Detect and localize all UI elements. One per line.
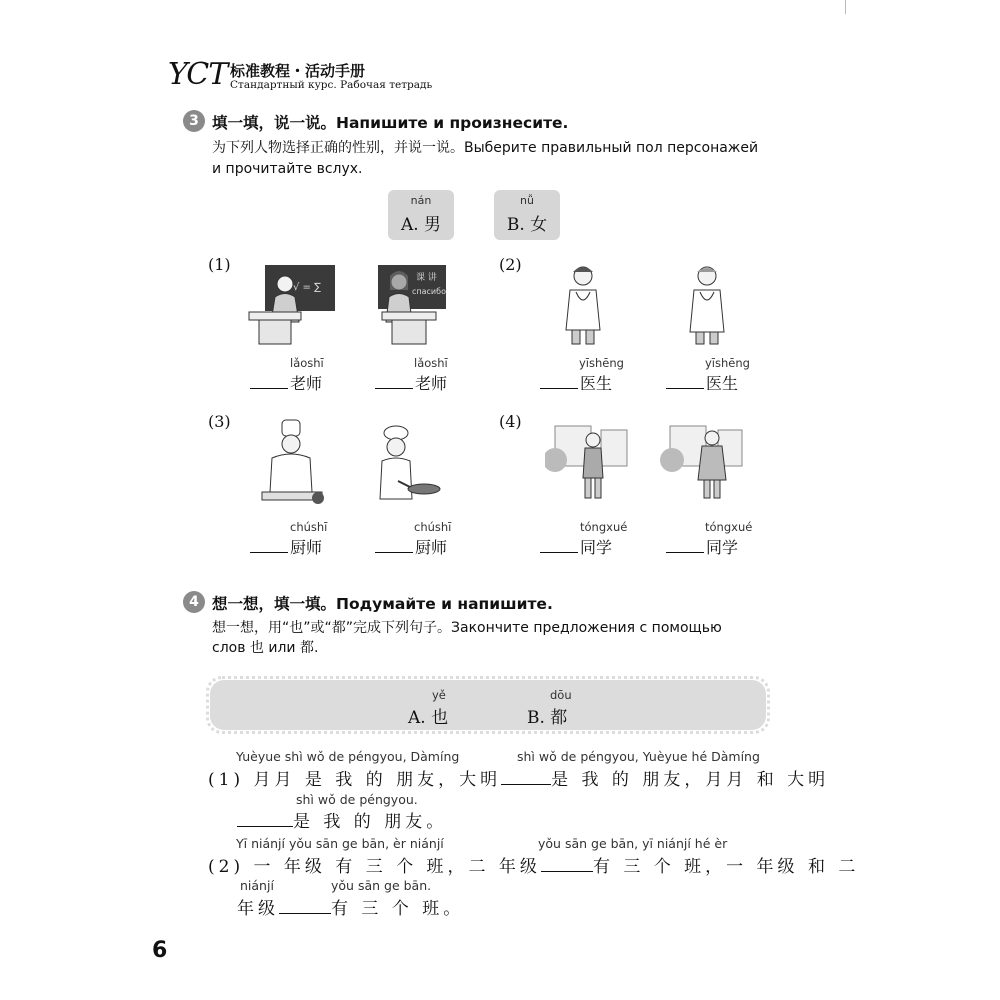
caption-1b-pinyin: lǎoshī (414, 356, 448, 370)
option-ye-label: A. 也 (408, 708, 449, 728)
question-3-number: (3) (208, 412, 231, 431)
exercise-4-title: 想一想，填一填。Подумайте и напишите. (212, 595, 553, 613)
caption-1a: 老师 (250, 371, 322, 394)
sentence-1-blank-1[interactable] (501, 784, 551, 785)
caption-2b-pinyin: yīshēng (705, 356, 750, 370)
sentence-1-line-1: (1) 月月 是 我 的 朋友，大明 是 我 的 朋友，月月 和 大明 (208, 770, 830, 790)
option-female-pinyin: nǚ (520, 194, 534, 207)
doctor-female-illustration (558, 262, 608, 347)
caption-4a: 同学 (540, 535, 612, 558)
exercise-4-instruction-line2: слов 也 или 都. (212, 640, 319, 656)
caption-2b: 医生 (666, 371, 738, 394)
answer-blank-1a[interactable] (250, 372, 288, 389)
caption-4b-pinyin: tóngxué (705, 520, 753, 534)
exercise-3-instruction-line1: 为下列人物选择正确的性别，并说一说。Выберите правильный пол персонажей (212, 140, 759, 156)
question-2-number: (2) (499, 255, 522, 274)
option-male-pinyin: nán (410, 194, 432, 207)
caption-3a: 厨师 (250, 535, 322, 558)
answer-blank-3a[interactable] (250, 536, 288, 553)
question-4-number: (4) (499, 412, 522, 431)
option-ye-pinyin: yě (432, 688, 446, 702)
blackboard-2-top: 课 讲 (416, 273, 437, 283)
option-female-label: B. 女 (506, 215, 548, 235)
answer-blank-2b[interactable] (666, 372, 704, 389)
classmate-girl-2-illustration (660, 420, 745, 510)
sentence-2-blank-2[interactable] (279, 913, 331, 914)
sentence-1-blank-2[interactable] (237, 826, 293, 827)
answer-blank-2a[interactable] (540, 372, 578, 389)
classmate-girl-1-illustration (545, 420, 630, 510)
sentence-2-pinyin-b: yǒu sān ge bān, yī niánjí hé èr (538, 836, 728, 851)
yct-logo: YCT (168, 57, 228, 92)
caption-3a-pinyin: chúshī (290, 520, 328, 534)
caption-1b: 老师 (375, 371, 447, 394)
option-card-female (494, 190, 560, 240)
caption-3b-pinyin: chúshī (414, 520, 452, 534)
exercise-4-instruction-line1: 想一想，用“也”或“都”完成下列句子。Закончите предложения с помощью (212, 620, 722, 636)
sentence-1-pinyin-2: shì wǒ de péngyou. (296, 792, 418, 807)
option-dou-pinyin: dōu (550, 688, 572, 702)
answer-blank-3b[interactable] (375, 536, 413, 553)
page-edge-mark (845, 0, 846, 14)
option-male-label: A. 男 (400, 215, 442, 235)
sentence-2-pinyin-a: Yī niánjí yǒu sān ge bān, èr niánjí (236, 836, 444, 851)
caption-2a-pinyin: yīshēng (579, 356, 624, 370)
caption-1a-pinyin: lǎoshī (290, 356, 324, 370)
sentence-1-pinyin-a: Yuèyue shì wǒ de péngyou, Dàmíng (236, 749, 460, 764)
chef-female-illustration (376, 425, 446, 510)
caption-4a-pinyin: tóngxué (580, 520, 628, 534)
doctor-male-illustration (682, 262, 732, 347)
teacher-female-illustration (372, 262, 467, 347)
page-number: 6 (152, 938, 168, 963)
blackboard-1-text: √ = ∑ (293, 282, 321, 293)
option-dou-label: B. 都 (527, 708, 568, 728)
caption-4b: 同学 (666, 535, 738, 558)
book-title-cn: 标准教程・活动手册 (230, 62, 366, 80)
sentence-1-line-2: 是 我 的 朋友。 (237, 807, 447, 832)
exercise-3-instruction-line2: и прочитайте вслух. (212, 161, 363, 177)
answer-blank-4a[interactable] (540, 536, 578, 553)
teacher-male-illustration (245, 262, 340, 347)
option-card-male (388, 190, 454, 240)
sentence-1-pinyin-b: shì wǒ de péngyou, Yuèyue hé Dàmíng (517, 749, 760, 764)
choice-banner (210, 680, 766, 730)
caption-2a: 医生 (540, 371, 612, 394)
blackboard-2-bottom: спасибо (412, 287, 446, 296)
sentence-2-line-2: 年级 有 三 个 班。 (237, 899, 465, 919)
sentence-2-pinyin-2b: yǒu sān ge bān. (331, 878, 432, 893)
sentence-2-pinyin-2a: niánjí (240, 878, 274, 893)
book-title-ru: Стандартный курс. Рабочая тетрадь (230, 79, 433, 91)
chef-male-illustration (258, 418, 328, 508)
answer-blank-4b[interactable] (666, 536, 704, 553)
exercise-3-number: 3 (183, 110, 205, 132)
sentence-2-line-1: (2) 一 年级 有 三 个 班，二 年级 有 三 个 班，一 年级 和 二 (208, 857, 860, 877)
exercise-4-number: 4 (183, 591, 205, 613)
question-1-number: (1) (208, 255, 231, 274)
caption-3b: 厨师 (375, 535, 447, 558)
sentence-2-blank-1[interactable] (541, 871, 593, 872)
exercise-3-title: 填一填，说一说。Напишите и произнесите. (212, 114, 569, 132)
answer-blank-1b[interactable] (375, 372, 413, 389)
